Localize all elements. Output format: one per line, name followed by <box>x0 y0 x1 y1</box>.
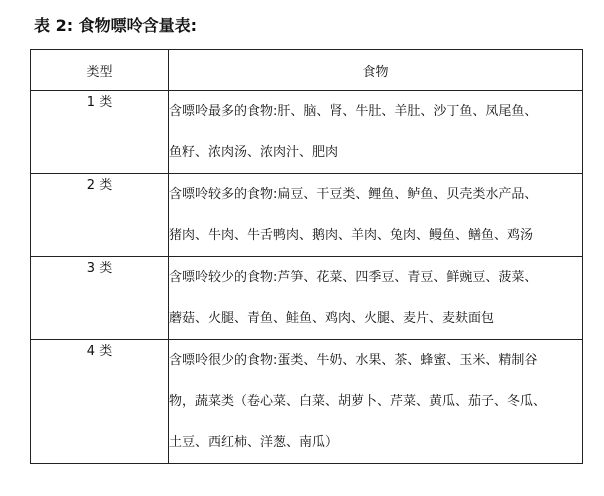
type-cell: 3 类 <box>31 257 169 340</box>
table-row <box>31 174 583 257</box>
type-cell: 4 类 <box>31 340 169 464</box>
food-cell <box>169 340 583 464</box>
food-line: 含嘌呤较少的食物:芦笋、花菜、四季豆、青豆、鲜豌豆、菠菜、 <box>169 270 538 285</box>
food-purine-table <box>30 49 583 464</box>
type-cell: 1 类 <box>31 91 169 174</box>
food-line: 含嘌呤较多的食物:扁豆、干豆类、鲤鱼、鲈鱼、贝壳类水产品、 <box>169 187 538 202</box>
food-line: 土豆、西红柿、洋葱、南瓜） <box>169 435 339 450</box>
food-line: 含嘌呤最多的食物:肝、脑、肾、牛肚、羊肚、沙丁鱼、凤尾鱼、 <box>169 104 538 119</box>
document-title: 表 2: 食物嘌呤含量表: <box>34 16 198 35</box>
food-cell <box>169 174 583 257</box>
header-type: 类型 <box>31 50 169 91</box>
food-line: 物，蔬菜类（卷心菜、白菜、胡萝卜、芹菜、黄瓜、茄子、冬瓜、 <box>169 394 547 409</box>
table-row <box>31 257 583 340</box>
food-cell <box>169 257 583 340</box>
food-line: 猪肉、牛肉、牛舌鸭肉、鹅肉、羊肉、兔肉、鳗鱼、鳝鱼、鸡汤 <box>169 228 534 243</box>
table-header-row <box>31 50 583 91</box>
table-row <box>31 91 583 174</box>
food-line: 含嘌呤很少的食物:蛋类、牛奶、水果、茶、蜂蜜、玉米、精制谷 <box>169 353 538 368</box>
food-line: 鱼籽、浓肉汤、浓肉汁、肥肉 <box>169 145 339 160</box>
table-row <box>31 340 583 464</box>
food-line: 蘑菇、火腿、青鱼、鲑鱼、鸡肉、火腿、麦片、麦麸面包 <box>169 311 495 326</box>
food-cell <box>169 91 583 174</box>
type-cell: 2 类 <box>31 174 169 257</box>
header-food: 食物 <box>169 50 583 91</box>
